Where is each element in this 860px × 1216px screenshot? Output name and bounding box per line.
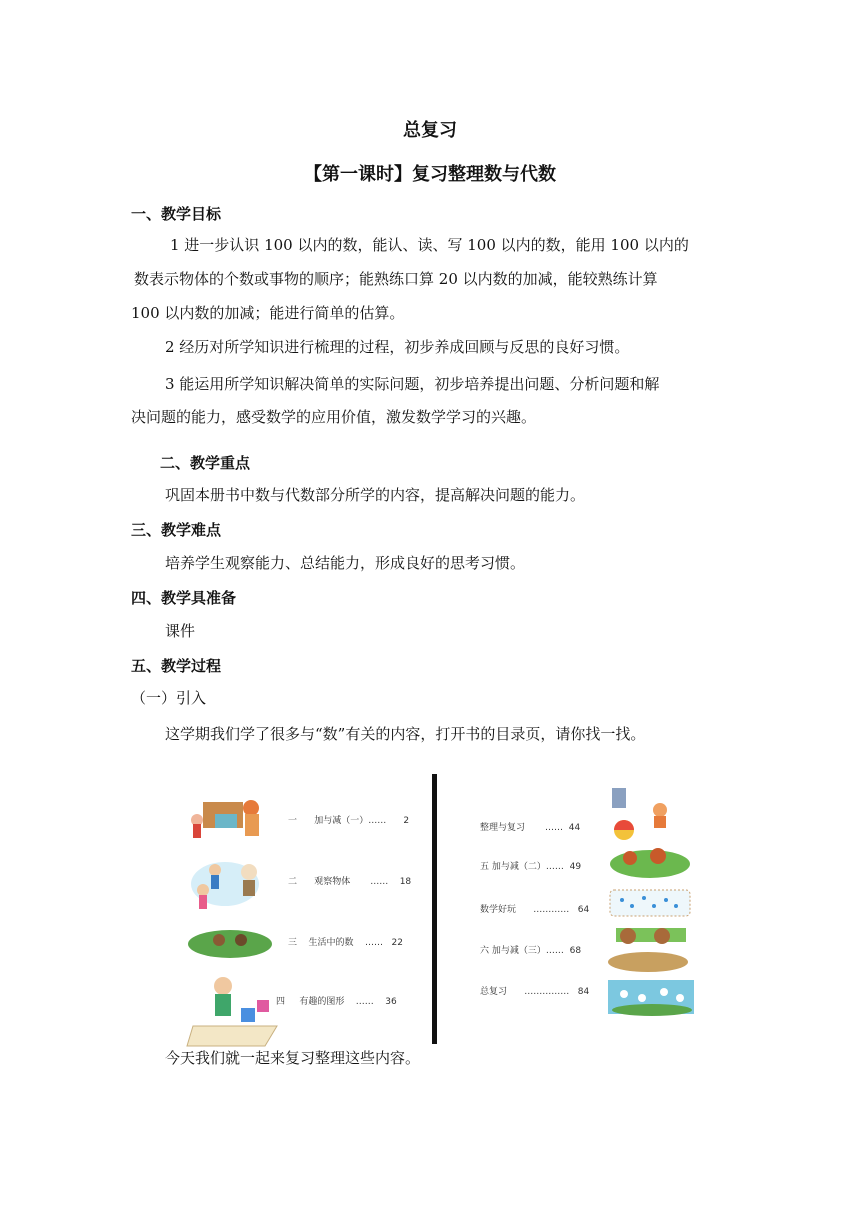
textbook-contents-figure xyxy=(170,770,710,1045)
section-heading-materials: 四、教学具准备 xyxy=(131,589,237,607)
toc-left-label: 加与减（一）…… xyxy=(314,816,387,826)
toc-left-num: 四 xyxy=(276,997,286,1007)
page-title: 总复习 xyxy=(403,120,457,141)
toc-left-entry xyxy=(276,994,397,1007)
toc-right-page: 68 xyxy=(569,946,582,956)
objective-line: 100 以内数的加减；能进行简单的估算。 xyxy=(131,304,405,322)
section-heading-key-points: 二、教学重点 xyxy=(160,454,251,472)
objective-line: 3 能运用所学知识解决简单的实际问题，初步培养提出问题、分析问题和解 xyxy=(165,375,660,393)
toc-left-label: 有趣的图形 xyxy=(299,997,345,1007)
process-intro-text: 这学期我们学了很多与“数”有关的内容，打开书的目录页，请你找一找。 xyxy=(165,725,646,743)
lesson-subtitle: 【第一课时】复习整理数与代数 xyxy=(304,164,556,185)
toc-left-label: 观察物体 xyxy=(314,877,351,887)
toc-left-entry xyxy=(288,874,411,887)
toc-left-page: 22 xyxy=(391,938,403,948)
toc-right-entry xyxy=(480,859,581,872)
toc-right-label: 数学好玩 xyxy=(480,905,517,915)
objective-line: 2 经历对所学知识进行梳理的过程，初步养成回顾与反思的良好习惯。 xyxy=(165,338,630,356)
toc-right-label: 六 加与减（三）…… xyxy=(480,946,564,956)
toc-right-dots: …… xyxy=(545,823,564,833)
toc-left-entry xyxy=(288,813,409,826)
closing-text: 今天我们就一起来复习整理这些内容。 xyxy=(165,1049,421,1067)
objective-line: 1 进一步认识 100 以内的数，能认、读、写 100 以内的数，能用 100 以内的 xyxy=(170,236,689,254)
toc-right-dots: ………… xyxy=(533,905,570,915)
toc-right-entry xyxy=(480,984,589,997)
section-heading-process: 五、教学过程 xyxy=(131,657,222,675)
section-heading-difficulties: 三、教学难点 xyxy=(131,521,222,539)
toc-right-label: 整理与复习 xyxy=(480,823,526,833)
toc-left-page: 2 xyxy=(403,816,410,826)
toc-right-entry xyxy=(480,820,580,833)
toc-right-dots: …………… xyxy=(524,987,570,997)
toc-left-num: 二 xyxy=(288,877,298,887)
toc-right-page: 44 xyxy=(568,823,581,833)
process-sub-heading: （一）引入 xyxy=(131,689,207,707)
toc-left-dots: …… xyxy=(364,938,383,948)
toc-left-dots: …… xyxy=(355,997,374,1007)
toc-left-label: 生活中的数 xyxy=(308,938,354,948)
toc-right-entry xyxy=(480,902,589,915)
key-points-text: 巩固本册书中数与代数部分所学的内容，提高解决问题的能力。 xyxy=(165,486,586,504)
toc-left-page: 18 xyxy=(399,877,412,887)
toc-right-label: 五 加与减（二）…… xyxy=(480,862,564,872)
toc-right-page: 64 xyxy=(577,905,590,915)
difficulties-text: 培养学生观察能力、总结能力，形成良好的思考习惯。 xyxy=(165,554,526,572)
contents-divider xyxy=(432,774,437,1044)
objective-line: 数表示物体的个数或事物的顺序；能熟练口算 20 以内数的加减，能较熟练计算 xyxy=(134,270,658,288)
contents-illustrations-left xyxy=(185,794,285,1054)
contents-illustrations-right xyxy=(602,784,698,1020)
section-heading-objectives: 一、教学目标 xyxy=(131,205,222,223)
toc-left-dots: …… xyxy=(370,877,389,887)
toc-right-page: 84 xyxy=(577,987,590,997)
toc-left-page: 36 xyxy=(385,997,397,1007)
toc-right-entry xyxy=(480,943,581,956)
toc-left-num: 一 xyxy=(288,816,298,826)
toc-left-entry xyxy=(288,935,403,948)
toc-right-label: 总复习 xyxy=(480,987,508,997)
toc-left-num: 三 xyxy=(288,938,298,948)
materials-text: 课件 xyxy=(165,622,196,640)
objective-line: 决问题的能力，感受数学的应用价值，激发数学学习的兴趣。 xyxy=(131,408,537,426)
toc-right-page: 49 xyxy=(569,862,582,872)
